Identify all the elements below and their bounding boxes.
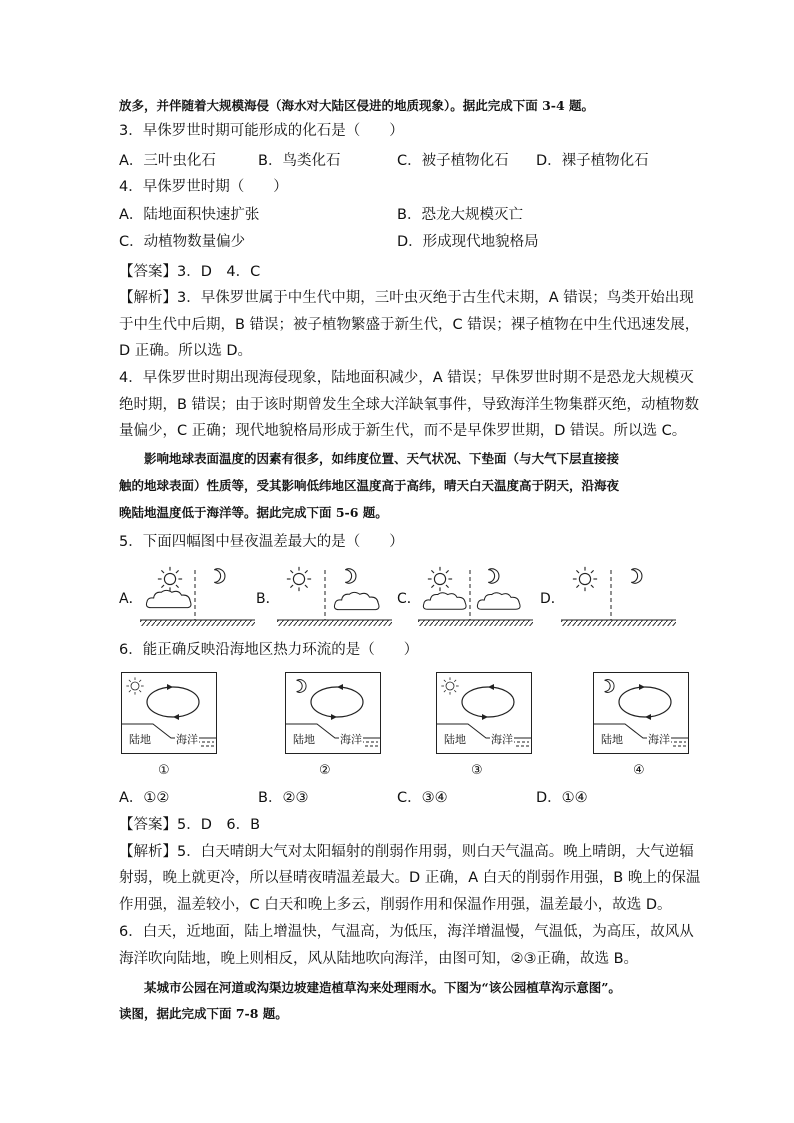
question-5-stem: 5．下面四幅图中昼夜温差最大的是（ ） (119, 534, 404, 550)
land-label: 陆地 (129, 733, 151, 746)
analysis-line: 绝时期，B 错误；由于该时期曾发生全球大洋缺氧事件，导致海洋生物集群灭绝，动植物数 (119, 397, 700, 413)
analysis-line: 量偏少，C 正确；现代地貌格局形成于新生代，而不是早侏罗世期，D 错误。所以选 C。 (119, 423, 687, 439)
intro-text-7-8: 某城市公园在河道或沟渠边坡建造植草沟来处理雨水。下图为“该公园植草沟示意图”。 (119, 980, 621, 995)
answer-3-4: 【答案】3．D 4．C (119, 264, 261, 280)
analysis-line: 作用强，温差较小，C 白天和晚上多云，削弱作用和保温作用强，温差最小，故选 D。 (119, 897, 672, 913)
analysis-line: 海洋吹向陆地，晚上则相反，风从陆地吹向海洋，由图可知，②③正确，故选 B。 (119, 951, 639, 967)
analysis-line: 【解析】5．白天晴朗大气对太阳辐射的削弱作用弱，则白天气温高。晚上晴朗，大气逆辐 (119, 844, 694, 860)
q5-diagram-d (561, 562, 676, 632)
sea-label: 海洋 (648, 733, 670, 746)
analysis-line: 于中生代中后期，B 错误；被子植物繁盛于新生代，C 错误；裸子植物在中生代迅速发展， (119, 317, 700, 333)
intro-text-7-8: 读图，据此完成下面 7-8 题。 (119, 1006, 288, 1021)
q5-diagram-b (277, 562, 392, 632)
q6-figure-label-4: ④ (633, 763, 645, 778)
q3-option-c: C．被子植物化石 (397, 153, 509, 169)
q4-option-d: D．形成现代地貌格局 (397, 234, 539, 250)
intro-text-5-6: 触的地球表面）性质等，受其影响低纬地区温度高于高纬，晴天白天温度高于阴天，沿海夜 (119, 478, 620, 493)
intro-text-3-4: 放多，并伴随着大规模海侵（海水对大陆区侵进的地质现象）。据此完成下面 3-4 题。 (119, 98, 595, 113)
q5-option-c: C． (397, 591, 421, 607)
land-label: 陆地 (293, 733, 315, 746)
analysis-line: 6．白天，近地面，陆上增温快，气温高，为低压，海洋增温慢，气温低，为高压，故风从 (119, 924, 694, 940)
q5-option-d: D． (540, 591, 565, 607)
q6-option-a: A．①② (119, 790, 170, 806)
sea-label: 海洋 (491, 733, 513, 746)
q4-option-a: A．陆地面积快速扩张 (119, 207, 260, 223)
intro-text-5-6: 晚陆地温度低于海洋等。据此完成下面 5-6 题。 (119, 505, 388, 520)
q3-option-a: A．三叶虫化石 (119, 153, 216, 169)
q3-option-d: D．裸子植物化石 (536, 153, 649, 169)
q4-option-b: B．恐龙大规模灭亡 (397, 207, 523, 223)
question-3-stem: 3．早侏罗世时期可能形成的化石是（ ） (119, 123, 404, 139)
analysis-line: 射弱，晚上就更冷，所以昼晴夜晴温差最大。D 正确，A 白天的削弱作用强，B 晚上的保温 (119, 870, 701, 886)
q5-diagram-a (140, 562, 255, 632)
sea-label: 海洋 (176, 733, 198, 746)
land-label: 陆地 (444, 733, 466, 746)
q5-option-b: B． (256, 591, 280, 607)
analysis-line: 4．早侏罗世时期出现海侵现象，陆地面积减少，A 错误；早侏罗世时期不是恐龙大规模灭 (119, 370, 694, 386)
q6-figure-label-2: ② (319, 763, 331, 778)
question-4-stem: 4．早侏罗世时期（ ） (119, 179, 288, 195)
answer-5-6: 【答案】5．D 6．B (119, 817, 261, 833)
question-6-stem: 6．能正确反映沿海地区热力环流的是（ ） (119, 642, 419, 658)
q6-option-c: C．③④ (397, 790, 448, 806)
analysis-line: D 正确。所以选 D。 (119, 343, 253, 359)
q6-figure-label-1: ① (158, 763, 170, 778)
q6-option-b: B．②③ (258, 790, 309, 806)
analysis-line: 【解析】3．早侏罗世属于中生代中期，三叶虫灭绝于古生代末期，A 错误；鸟类开始出现 (119, 290, 694, 306)
q4-option-c: C．动植物数量偏少 (119, 234, 246, 250)
q5-option-a: A． (119, 591, 143, 607)
q3-option-b: B．鸟类化石 (258, 153, 341, 169)
intro-text-5-6: 影响地球表面温度的因素有很多，如纬度位置、天气状况、下垫面（与大气下层直接接 (119, 451, 620, 466)
q6-option-d: D．①④ (536, 790, 588, 806)
sea-label: 海洋 (340, 733, 362, 746)
land-label: 陆地 (601, 733, 623, 746)
q6-figure-label-3: ③ (471, 763, 483, 778)
q5-diagram-c (418, 562, 533, 632)
